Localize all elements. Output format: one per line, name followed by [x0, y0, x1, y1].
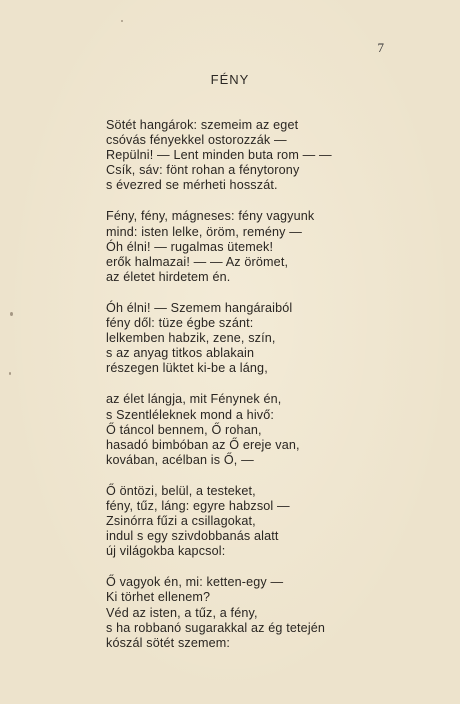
- poem-line: Repülni! — Lent minden buta rom — —: [106, 148, 332, 163]
- poem-line: Ő táncol bennem, Ő rohan,: [106, 422, 262, 437]
- stanza-3: [106, 301, 406, 376]
- poem-body: [106, 118, 406, 651]
- paper-speck: [121, 20, 123, 22]
- poem-line: fény, tűz, láng: egyre habzsol —: [106, 498, 290, 513]
- poem-line: s ha robbanó sugarakkal az ég tetején: [106, 620, 326, 635]
- poem-line: Ki törhet ellenem?: [106, 590, 211, 605]
- poem-line: Sötét hangárok: szemeim az eget: [106, 118, 299, 132]
- poem-line: Csík, sáv: fönt rohan a fénytorony: [106, 163, 300, 178]
- paper-speck: [10, 312, 13, 316]
- paper-speck: [9, 372, 11, 375]
- poem-line: csóvás fényekkel ostorozzák —: [106, 133, 287, 148]
- poem-line: Fény, fény, mágneses: fény vagyunk: [106, 209, 315, 224]
- poem-line: indul s egy szivdobbanás alatt: [106, 529, 279, 544]
- stanza-2: [106, 209, 406, 284]
- poem-line: Ő vagyok én, mi: ketten-egy —: [106, 575, 284, 590]
- poem-line: mind: isten lelke, öröm, remény —: [106, 224, 303, 239]
- poem-title: FÉNY: [210, 72, 250, 87]
- stanza-5: [106, 484, 406, 559]
- poem-line: az élet lángja, mit Fénynek én,: [106, 392, 282, 407]
- poem-line: s évezred se mérheti hosszát.: [106, 178, 278, 193]
- poem-line: az életet hirdetem én.: [106, 269, 231, 284]
- poem-line: erők halmazai! — — Az örömet,: [106, 254, 289, 269]
- poem-line: hasadó bimbóban az Ő ereje van,: [106, 437, 300, 452]
- stanza-6: [106, 575, 406, 650]
- poem-line: részegen lüktet ki-be a láng,: [106, 361, 268, 376]
- poem-line: kovában, acélban is Ő, —: [106, 452, 254, 467]
- stanza-4: [106, 392, 406, 467]
- poem-line: kószál sötét szemem:: [106, 635, 231, 650]
- poem-line: Óh élni! — Szemem hangáraiból: [106, 300, 293, 315]
- poem-line: fény dől: tüze égbe szánt:: [106, 316, 254, 331]
- poem-line: s az anyag titkos ablakain: [106, 346, 255, 361]
- poem-line: s Szentléleknek mond a hivő:: [106, 407, 275, 422]
- page-number: 7: [377, 40, 384, 55]
- poem-line: lelkemben habzik, zene, szín,: [106, 331, 276, 346]
- poem-line: Ő öntözi, belül, a testeket,: [106, 483, 256, 498]
- poem-line: Óh élni! — rugalmas ütemek!: [106, 239, 274, 254]
- poem-line: Véd az isten, a tűz, a fény,: [106, 605, 258, 620]
- poem-line: új világokba kapcsol:: [106, 544, 226, 559]
- stanza-1: [106, 118, 406, 193]
- poem-line: Zsinórra fűzi a csillagokat,: [106, 514, 256, 529]
